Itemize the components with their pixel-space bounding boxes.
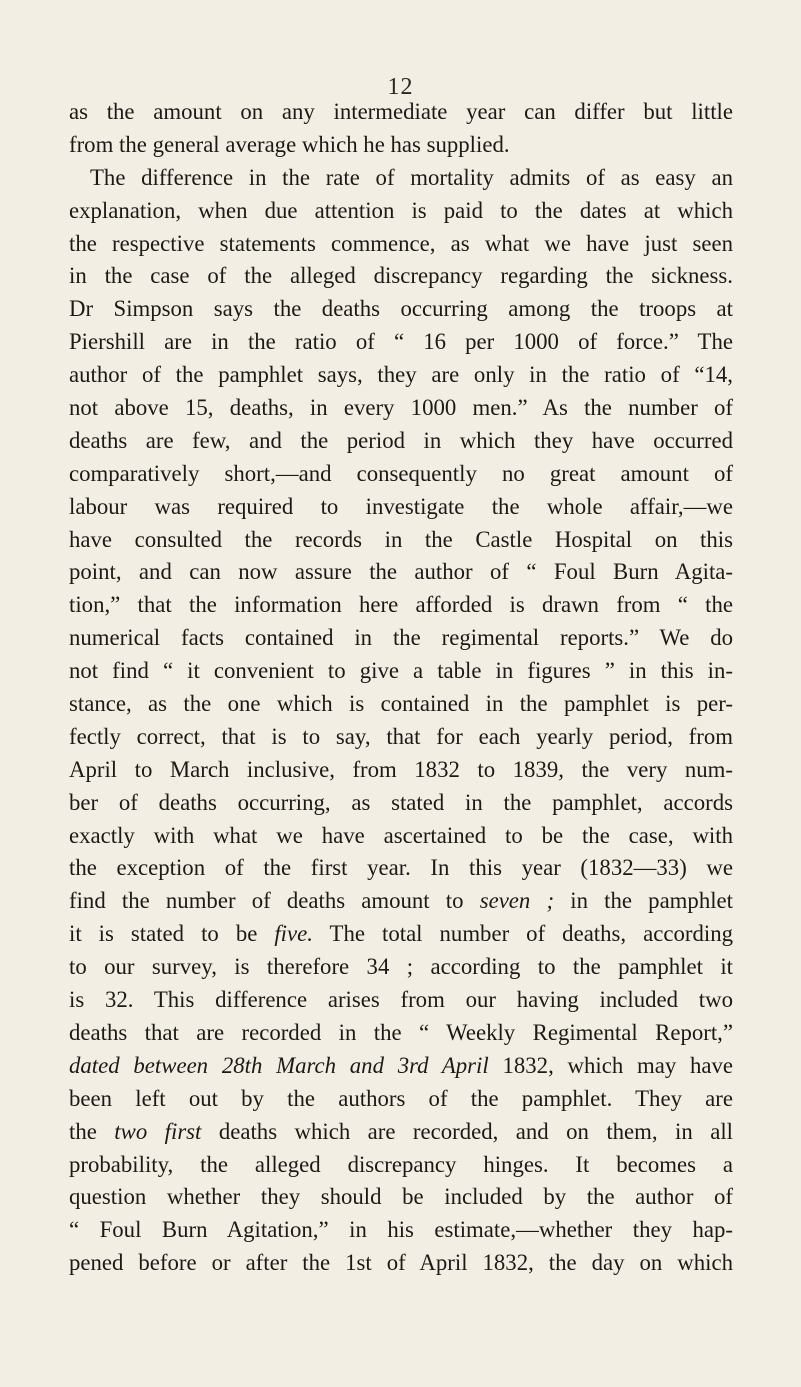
text-line: fectly correct, that is to say, that for each yearly period, from <box>69 723 733 749</box>
text-line: pened before or after the 1st of April 1832, the day on which <box>69 1250 733 1276</box>
text-line: point, and can now assure the author of “ Foul Burn Agita- <box>69 559 733 585</box>
text-line: labour was required to investigate the whole affair,—we <box>69 493 733 519</box>
italic-word: five. <box>274 921 313 947</box>
text-line: the two first deaths which are recorded, and on them, in all <box>69 1118 733 1144</box>
text-line: to our survey, is therefore 34 ; according to the pamphlet it <box>69 954 733 980</box>
text-line: Dr Simpson says the deaths occurring among the troops at <box>69 296 733 322</box>
text-line: find the number of deaths amount to seven ; in the pamphlet <box>69 888 733 914</box>
text-line: “ Foul Burn Agitation,” in his estimate,—whether they hap- <box>69 1217 733 1243</box>
text-line: deaths are few, and the period in which they have occurred <box>69 427 733 453</box>
text-line: author of the pamphlet says, they are only in the ratio of “14, <box>69 362 733 388</box>
text-line: is 32. This difference arises from our having included two <box>69 987 733 1013</box>
page-number: 12 <box>387 74 414 100</box>
text-line: question whether they should be included by the author of <box>69 1184 733 1210</box>
italic-phrase: two first <box>114 1118 202 1144</box>
body-text <box>69 96 733 1280</box>
text-line: probability, the alleged discrepancy hinges. It becomes a <box>69 1151 733 1177</box>
text-line: the respective statements commence, as what we have just seen <box>69 230 733 256</box>
text-line: it is stated to be five. The total number of deaths, according <box>69 921 733 947</box>
text-line: in the case of the alleged discrepancy regarding the sickness. <box>69 263 733 289</box>
text-line: not above 15, deaths, in every 1000 men.” As the number of <box>69 395 733 421</box>
text-line: ber of deaths occurring, as stated in the pamphlet, accords <box>69 789 733 815</box>
text-line: explanation, when due attention is paid to the dates at which <box>69 197 733 223</box>
text-line: tion,” that the information here afforded is drawn from “ the <box>69 592 733 618</box>
text-line: dated between 28th March and 3rd April 1832, which may have <box>69 1052 733 1078</box>
text-line: April to March inclusive, from 1832 to 1839, the very num- <box>69 756 733 782</box>
text-line: numerical facts contained in the regimental reports.” We do <box>69 625 733 651</box>
text-line: the exception of the first year. In this year (1832—33) we <box>69 855 733 881</box>
text-line: stance, as the one which is contained in the pamphlet is per- <box>69 691 733 717</box>
text-line: exactly with what we have ascertained to be the case, with <box>69 822 733 848</box>
text-line: been left out by the authors of the pamphlet. They are <box>69 1085 733 1111</box>
text-line: The difference in the rate of mortality admits of as easy an <box>90 164 733 190</box>
text-line: Piershill are in the ratio of “ 16 per 1000 of force.” The <box>69 329 733 355</box>
text-line: deaths that are recorded in the “ Weekly Regimental Report,” <box>69 1019 733 1045</box>
text-line: from the general average which he has supplied. <box>69 131 510 157</box>
italic-word: seven ; <box>479 888 555 914</box>
text-line: comparatively short,—and consequently no great amount of <box>69 460 733 486</box>
text-line: have consulted the records in the Castle Hospital on this <box>69 526 733 552</box>
italic-phrase: dated between 28th March and 3rd April <box>69 1052 489 1078</box>
text-line: not find “ it convenient to give a table in figures ” in this in- <box>69 658 733 684</box>
text-line: as the amount on any intermediate year can differ but little <box>69 99 733 124</box>
